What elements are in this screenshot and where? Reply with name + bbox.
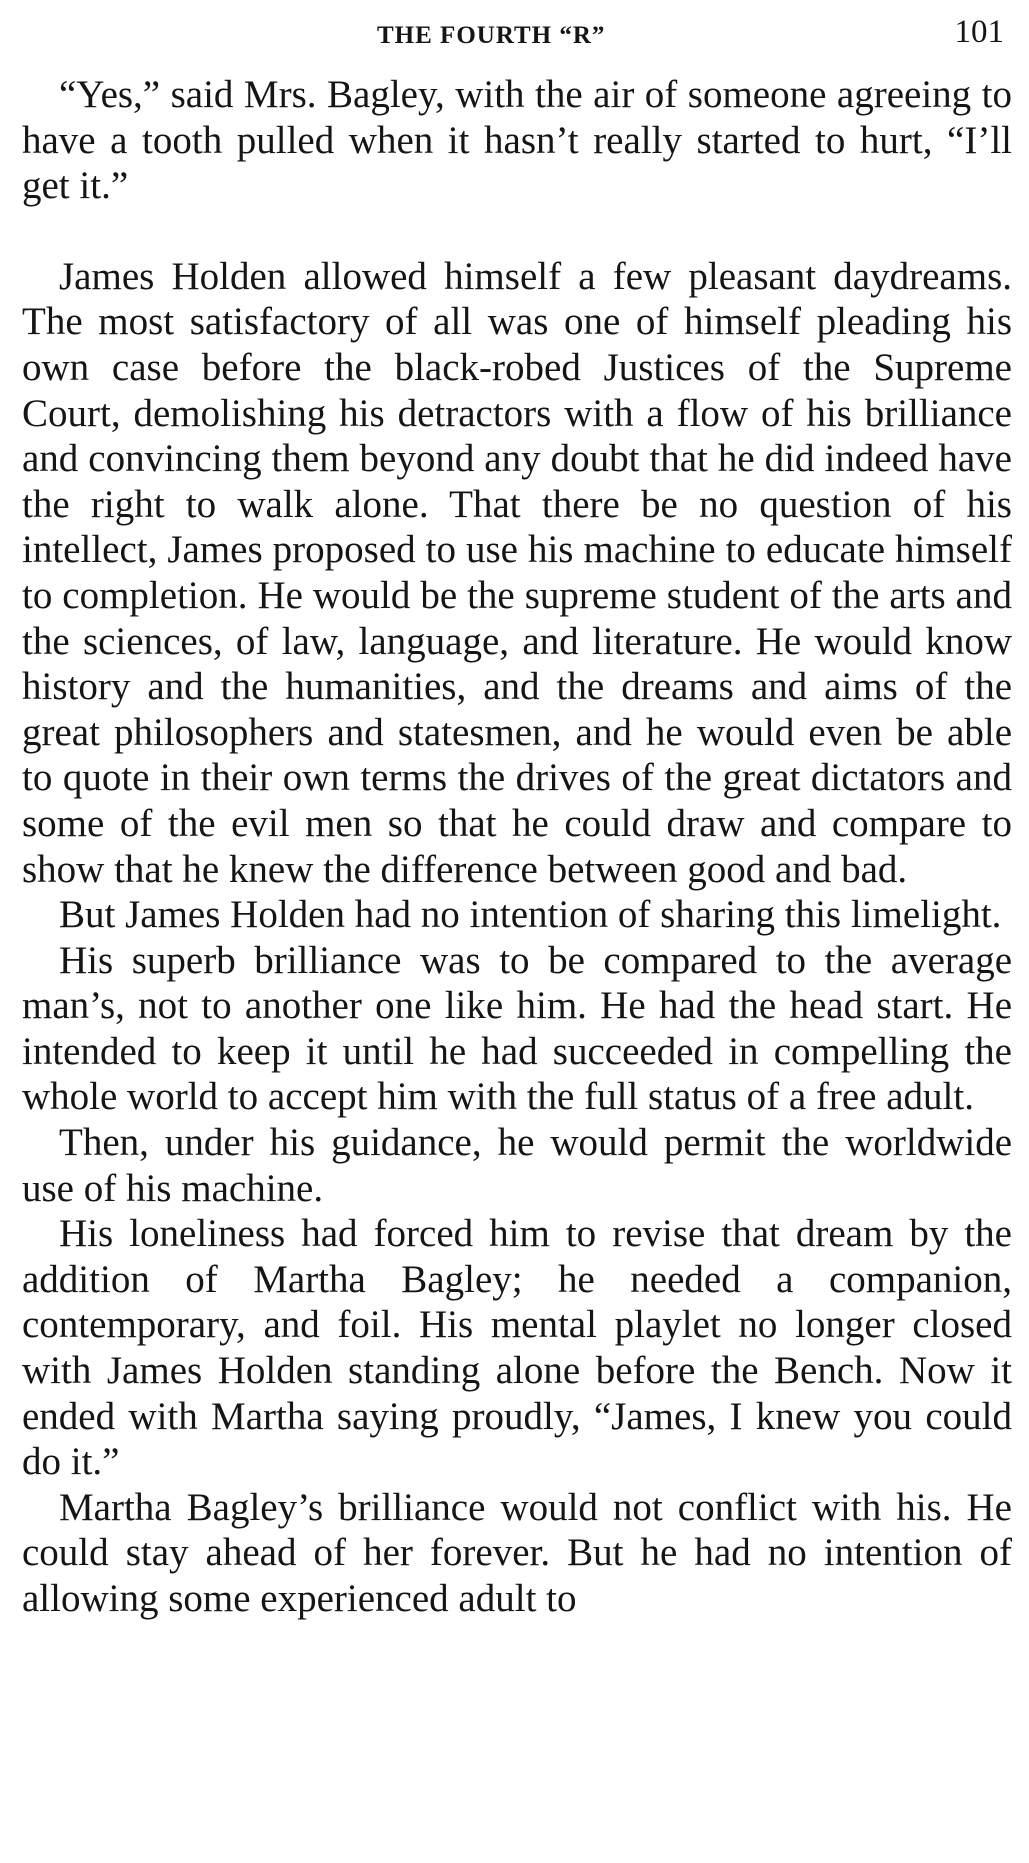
page-number: 101	[954, 14, 1004, 50]
paragraph: Then, under his guidance, he would permit the worldwide use of his machine.	[22, 1121, 1012, 1210]
running-header	[22, 0, 1012, 72]
paragraph: But James Holden had no intention of sharing this limelight.	[59, 893, 1002, 937]
book-page	[22, 0, 1012, 1863]
paragraph: Martha Bagley’s brilliance would not conflict with his. He could stay ahead of her forever. But he had no intention of allowing some experienced adult to	[22, 1485, 1012, 1620]
body-text	[22, 72, 1012, 1622]
paragraph: His superb brilliance was to be compared to the average man’s, not to another one like him. He had the head start. He intended to keep it until he had succeeded in compelling the whole world to accept him with the full status of a free adult.	[22, 938, 1012, 1119]
paragraph: His loneliness had forced him to revise that dream by the addition of Martha Bagley; he needed a companion, contemporary, and foil. His mental playlet no longer closed with James Holden standing alone before the Bench. Now it ended with Martha saying proudly, “James, I knew you could do it.”	[22, 1212, 1012, 1484]
running-title: THE FOURTH “R”	[377, 22, 606, 49]
paragraph: James Holden allowed himself a few pleasant daydreams. The most satisfactory of all was one of himself pleading his own case before the black-robed Justices of the Supreme Court, demolishing his detractors with a flow of his brilliance and convincing them beyond any doubt that he did indeed have the right to walk alone. That there be no question of his intellect, James proposed to use his machine to educate himself to completion. He would be the supreme student of the arts and the sciences, of law, language, and literature. He would know history and the humanities, and the dreams and aims of the great philosophers and statesmen, and he would even be able to quote in their own terms the drives of the great dictators and some of the evil men so that he could draw and compare to show that he knew the difference between good and bad.	[22, 254, 1012, 891]
paragraph: “Yes,” said Mrs. Bagley, with the air of someone agreeing to have a tooth pulled when it hasn’t really started to hurt, “I’ll get it.”	[22, 73, 1012, 208]
